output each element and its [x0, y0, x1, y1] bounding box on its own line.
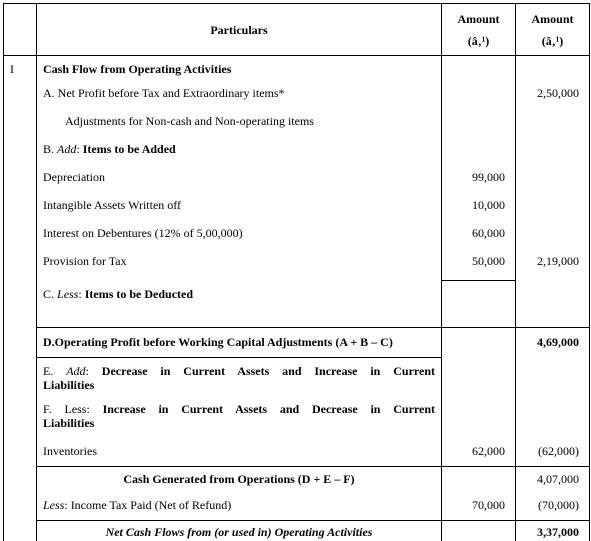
row-tax-amount-1: 50,000 — [442, 252, 516, 280]
row-inventories-amount-2: (62,000) — [516, 440, 590, 467]
row-adjustments-label: Adjustments for Non-cash and Non-operating items — [37, 112, 442, 140]
amount-cell — [442, 112, 516, 140]
row-e-text: Decrease in Current Assets and Increase in Current — [102, 364, 435, 378]
table-row — [4, 252, 590, 280]
table-row — [4, 168, 590, 196]
amount-cell — [442, 521, 516, 541]
row-a-label: A. Net Profit before Tax and Extraordinary items* — [37, 81, 442, 112]
table-row — [4, 467, 590, 495]
section-number: I — [4, 56, 37, 82]
index-cell — [4, 224, 37, 252]
row-depreciation-amount: 99,000 — [442, 168, 516, 196]
row-c-less: Less — [57, 287, 78, 301]
header-amount-2-unit: (â‚¹) — [522, 34, 583, 48]
table-row — [4, 358, 590, 398]
amount-cell — [516, 280, 590, 328]
row-income-tax-less: Less — [43, 498, 64, 512]
table-row — [4, 440, 590, 467]
row-c-title: Items to be Deducted — [85, 287, 193, 301]
row-f-line1 — [43, 402, 435, 416]
row-income-tax-label: Less: Income Tax Paid (Net of Refund) — [37, 494, 442, 521]
index-cell — [4, 467, 37, 495]
row-net-label: Net Cash Flows from (or used in) Operating Activities — [37, 521, 442, 541]
index-cell — [4, 328, 37, 358]
amount-cell — [442, 467, 516, 495]
row-income-tax-amount-2: (70,000) — [516, 494, 590, 521]
table-row — [4, 56, 590, 82]
row-inventories-label: Inventories — [37, 440, 442, 467]
amount-cell — [442, 328, 516, 358]
amount-cell — [516, 112, 590, 140]
index-cell — [4, 196, 37, 224]
table-row — [4, 494, 590, 521]
row-e-add: Add — [66, 364, 85, 378]
index-cell — [4, 358, 37, 398]
amount-cell — [516, 56, 590, 82]
header-amount-2 — [516, 4, 590, 56]
index-cell — [4, 112, 37, 140]
amount-cell — [442, 81, 516, 112]
row-d-label: D.Operating Profit before Working Capital Adjustments (A + B – C) — [37, 328, 442, 358]
row-tax-label: Provision for Tax — [37, 252, 442, 280]
table-row — [4, 224, 590, 252]
table-row — [4, 196, 590, 224]
index-cell — [4, 280, 37, 328]
header-particulars: Particulars — [37, 4, 442, 56]
header-amount-1-label: Amount — [448, 12, 509, 26]
amount-cell — [516, 397, 590, 440]
row-f-line2: Liabilities — [43, 416, 435, 430]
amount-cell — [442, 56, 516, 82]
table-row — [4, 521, 590, 541]
row-income-tax-amount-1: 70,000 — [442, 494, 516, 521]
amount-cell — [516, 358, 590, 398]
index-cell — [4, 252, 37, 280]
row-b-add: Add — [57, 142, 76, 156]
row-d-amount: 4,69,000 — [516, 328, 590, 358]
row-f-text: Increase in Current Assets and Decrease in Current — [103, 402, 435, 416]
row-b-prefix: B. — [43, 142, 54, 156]
row-e-line2: Liabilities — [43, 378, 435, 392]
row-e-line1: E. Add: Decrease in Current Assets and Increase in Current — [43, 364, 435, 378]
index-cell — [4, 521, 37, 541]
table-row — [4, 112, 590, 140]
header-index-cell — [4, 4, 37, 56]
row-interest-label: Interest on Debentures (12% of 5,00,000) — [37, 224, 442, 252]
section-title: Cash Flow from Operating Activities — [37, 56, 442, 82]
table-row — [4, 280, 590, 328]
index-cell — [4, 168, 37, 196]
row-generated-amount: 4,07,000 — [516, 467, 590, 495]
amount-cell — [516, 196, 590, 224]
row-net-amount: 3,37,000 — [516, 521, 590, 541]
index-cell — [4, 440, 37, 467]
amount-cell — [516, 224, 590, 252]
table-row — [4, 328, 590, 358]
row-intangible-label: Intangible Assets Written off — [37, 196, 442, 224]
table-row — [4, 81, 590, 112]
table-header-row — [4, 4, 590, 56]
row-b-label: B. Add: Items to be Added — [37, 140, 442, 168]
row-b-title: Items to be Added — [83, 142, 176, 156]
row-f-prefix: F. Less: — [43, 402, 90, 416]
row-generated-label: Cash Generated from Operations (D + E – F) — [37, 467, 442, 495]
amount-cell — [516, 140, 590, 168]
table-row — [4, 140, 590, 168]
index-cell — [4, 81, 37, 112]
table-row — [4, 397, 590, 440]
row-inventories-amount-1: 62,000 — [442, 440, 516, 467]
row-income-tax-text: Income Tax Paid (Net of Refund) — [71, 498, 232, 512]
row-depreciation-label: Depreciation — [37, 168, 442, 196]
header-amount-1-unit: (â‚¹) — [448, 34, 509, 48]
row-intangible-amount: 10,000 — [442, 196, 516, 224]
amount-cell — [442, 140, 516, 168]
header-amount-1 — [442, 4, 516, 56]
row-tax-amount-2: 2,19,000 — [516, 252, 590, 280]
index-cell — [4, 494, 37, 521]
row-c-label: C. Less: Items to be Deducted — [37, 280, 442, 328]
row-e-label — [37, 358, 442, 398]
row-f-label — [37, 397, 442, 440]
index-cell — [4, 397, 37, 440]
amount-cell — [442, 397, 516, 440]
header-amount-2-label: Amount — [522, 12, 583, 26]
row-e-prefix: E. — [43, 364, 53, 378]
cash-flow-table — [3, 3, 590, 541]
amount-cell — [442, 358, 516, 398]
amount-cell — [442, 280, 516, 328]
amount-cell — [516, 168, 590, 196]
row-interest-amount: 60,000 — [442, 224, 516, 252]
index-cell — [4, 140, 37, 168]
row-a-amount: 2,50,000 — [516, 81, 590, 112]
row-c-prefix: C. — [43, 287, 54, 301]
